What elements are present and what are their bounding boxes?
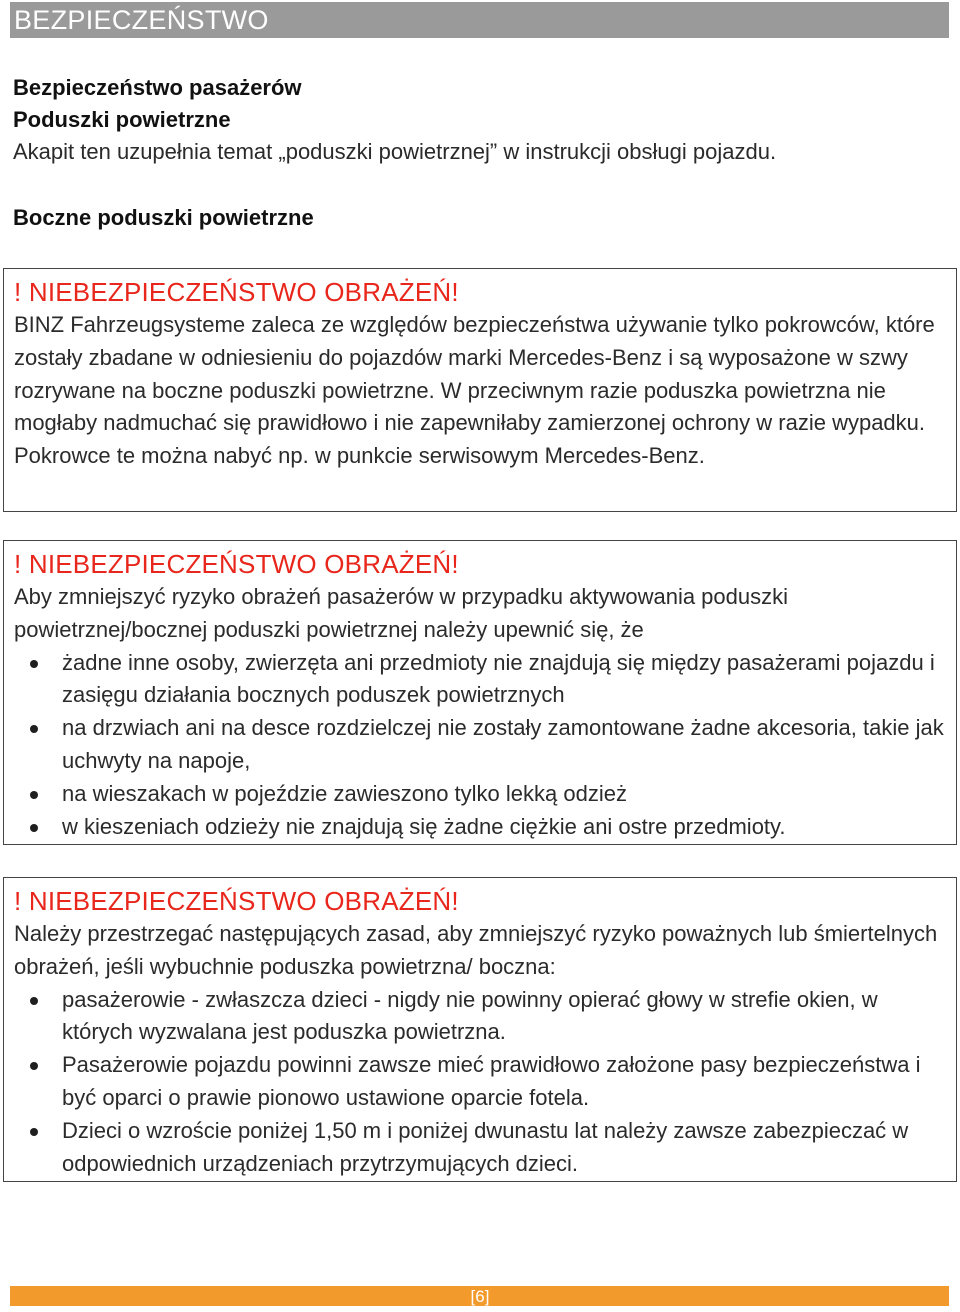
warning-title: ! NIEBEZPIECZEŃSTWO OBRAŻEŃ!: [14, 549, 459, 579]
warning-list: [14, 647, 946, 844]
warning-text: BINZ Fahrzeugsysteme zaleca ze względów bezpieczeństwa używanie tylko pokrowców, które zostały zbadane w odniesieniu do pojazdów marki Mercedes-Benz i są wyposażone w szwy rozrywane na boczne poduszki powietrzne. W przeciwnym razie poduszka powietrzna nie mogłaby nadmuchać się prawidłowo i nie zapewniłaby zamierzonej ochrony w razie wypadku. Pokrowce te można nabyć np. w punkcie serwisowym Mercedes-Benz.: [14, 312, 935, 469]
warning-box-seat-covers: [3, 268, 957, 512]
warning-title: ! NIEBEZPIECZEŃSTWO OBRAŻEŃ!: [14, 277, 459, 307]
list-item: w kieszeniach odzieży nie znajdują się żadne ciężkie ani ostre przedmioty.: [14, 811, 946, 844]
intro-section: [13, 72, 943, 168]
warning-list: [14, 984, 946, 1181]
list-item: żadne inne osoby, zwierzęta ani przedmioty nie znajdują się między pasażerami pojazdu i zasięgu działania bocznych poduszek powietrznych: [14, 647, 946, 713]
section-header: BEZPIECZEŃSTWO: [10, 2, 949, 38]
list-item: na drzwiach ani na desce rozdzielczej nie zostały zamontowane żadne akcesoria, takie jak uchwyty na napoje,: [14, 712, 946, 778]
subsection-heading: Poduszki powietrzne: [13, 107, 231, 132]
warning-box-passenger-area: [3, 540, 957, 845]
intro-paragraph: Akapit ten uzupełnia temat „poduszki powietrznej” w instrukcji obsługi pojazdu.: [13, 139, 777, 164]
page-number: [6]: [470, 1287, 490, 1306]
warning-text: Należy przestrzegać następujących zasad, aby zmniejszyć ryzyko poważnych lub śmiertelnych obrażeń, jeśli wybuchnie poduszka powietrzna/ boczna:: [14, 921, 938, 979]
list-item: Pasażerowie pojazdu powinni zawsze mieć prawidłowo założone pasy bezpieczeństwa i być oparci o prawie pionowo ustawione oparcie fotela.: [14, 1049, 946, 1115]
section-heading: Bezpieczeństwo pasażerów: [13, 75, 302, 100]
list-item: Dzieci o wzroście poniżej 1,50 m i poniżej dwunastu lat należy zawsze zabezpieczać w odpowiednich urządzeniach przytrzymujących dzieci.: [14, 1115, 946, 1181]
list-item: na wieszakach w pojeździe zawieszono tylko lekką odzież: [14, 778, 946, 811]
side-airbags-heading: Boczne poduszki powietrzne: [13, 205, 314, 230]
warning-title: ! NIEBEZPIECZEŃSTWO OBRAŻEŃ!: [14, 886, 459, 916]
warning-box-airbag-deployment: [3, 877, 957, 1182]
list-item: pasażerowie - zwłaszcza dzieci - nigdy nie powinny opierać głowy w strefie okien, w których wyzwalana jest poduszka powietrzna.: [14, 984, 946, 1050]
warning-text: Aby zmniejszyć ryzyko obrażeń pasażerów w przypadku aktywowania poduszki powietrznej/bocznej poduszki powietrznej należy upewnić się, że: [14, 584, 789, 642]
